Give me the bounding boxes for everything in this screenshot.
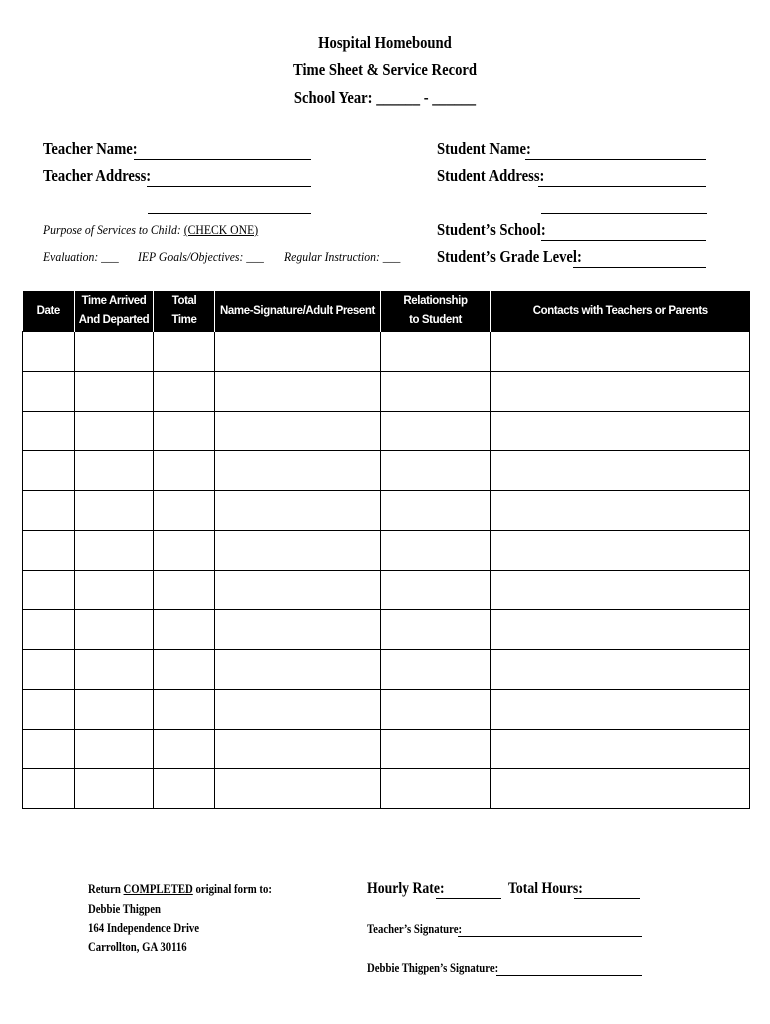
table-cell[interactable] bbox=[381, 610, 491, 650]
table-cell[interactable] bbox=[75, 689, 154, 729]
table-row bbox=[23, 570, 750, 610]
student-address-label: Student Address: bbox=[437, 166, 545, 185]
table-cell[interactable] bbox=[215, 729, 381, 769]
table-cell[interactable] bbox=[215, 491, 381, 531]
table-cell[interactable] bbox=[215, 769, 381, 809]
table-cell[interactable] bbox=[215, 570, 381, 610]
students-school-line[interactable] bbox=[541, 240, 706, 241]
table-cell[interactable] bbox=[381, 491, 491, 531]
table-cell[interactable] bbox=[23, 570, 75, 610]
table-row bbox=[23, 371, 750, 411]
table-cell[interactable] bbox=[381, 650, 491, 690]
student-name-line[interactable] bbox=[525, 159, 706, 160]
table-cell[interactable] bbox=[75, 411, 154, 451]
table-cell[interactable] bbox=[215, 650, 381, 690]
table-cell[interactable] bbox=[75, 729, 154, 769]
total-hours-label: Total Hours: bbox=[508, 880, 583, 897]
table-cell[interactable] bbox=[23, 332, 75, 372]
teacher-address-line-2[interactable] bbox=[148, 213, 311, 214]
table-header-row bbox=[23, 291, 750, 332]
header-total-time: Total Time bbox=[154, 291, 215, 332]
teacher-address-label: Teacher Address: bbox=[43, 166, 152, 185]
table-cell[interactable] bbox=[154, 491, 215, 531]
table-row bbox=[23, 729, 750, 769]
table-cell[interactable] bbox=[154, 650, 215, 690]
teacher-signature-label: Teacher’s Signature: bbox=[367, 922, 463, 936]
table-cell[interactable] bbox=[491, 729, 750, 769]
table-cell[interactable] bbox=[154, 332, 215, 372]
students-grade-label: Student’s Grade Level: bbox=[437, 247, 582, 266]
address-street: 164 Independence Drive bbox=[88, 921, 200, 935]
table-cell[interactable] bbox=[75, 451, 154, 491]
completed-label: COMPLETED bbox=[123, 882, 193, 896]
student-address-line-2[interactable] bbox=[541, 213, 707, 214]
table-cell[interactable] bbox=[154, 570, 215, 610]
table-cell[interactable] bbox=[491, 570, 750, 610]
address-city: Carrollton, GA 30116 bbox=[88, 940, 187, 954]
table-cell[interactable] bbox=[75, 610, 154, 650]
table-row bbox=[23, 769, 750, 809]
table-cell[interactable] bbox=[23, 689, 75, 729]
students-grade-line[interactable] bbox=[573, 267, 706, 268]
table-row bbox=[23, 451, 750, 491]
table-row bbox=[23, 411, 750, 451]
table-cell[interactable] bbox=[23, 491, 75, 531]
teacher-signature-line[interactable] bbox=[458, 936, 642, 937]
table-cell[interactable] bbox=[215, 610, 381, 650]
table-cell[interactable] bbox=[381, 570, 491, 610]
form-title: Hospital Homebound bbox=[318, 33, 452, 52]
table-cell[interactable] bbox=[215, 371, 381, 411]
debbie-signature-line[interactable] bbox=[496, 975, 642, 976]
table-cell[interactable] bbox=[154, 411, 215, 451]
student-name-label: Student Name: bbox=[437, 139, 531, 158]
table-row bbox=[23, 530, 750, 570]
table-cell[interactable] bbox=[23, 451, 75, 491]
table-cell[interactable] bbox=[75, 769, 154, 809]
table-cell[interactable] bbox=[75, 530, 154, 570]
table-cell[interactable] bbox=[23, 729, 75, 769]
student-address-line[interactable] bbox=[538, 186, 706, 187]
table-cell[interactable] bbox=[75, 332, 154, 372]
header-date: Date bbox=[23, 291, 75, 332]
table-cell[interactable] bbox=[23, 650, 75, 690]
table-cell[interactable] bbox=[154, 530, 215, 570]
total-hours-line[interactable] bbox=[574, 898, 640, 899]
return-instruction: Return COMPLETED original form to: bbox=[88, 882, 272, 896]
table-cell[interactable] bbox=[215, 411, 381, 451]
table-cell[interactable] bbox=[215, 530, 381, 570]
teacher-name-label: Teacher Name: bbox=[43, 139, 138, 158]
table-cell[interactable] bbox=[491, 530, 750, 570]
table-cell[interactable] bbox=[491, 451, 750, 491]
table-cell[interactable] bbox=[23, 411, 75, 451]
check-one-label: (CHECK ONE) bbox=[183, 222, 259, 237]
header-contacts: Contacts with Teachers or Parents bbox=[491, 291, 750, 332]
table-cell[interactable] bbox=[23, 530, 75, 570]
header-time-arrived: Time Arrived And Departed bbox=[75, 291, 154, 332]
table-cell[interactable] bbox=[154, 769, 215, 809]
table-cell[interactable] bbox=[491, 769, 750, 809]
table-cell[interactable] bbox=[154, 729, 215, 769]
table-cell[interactable] bbox=[381, 371, 491, 411]
table-cell[interactable] bbox=[381, 411, 491, 451]
table-cell[interactable] bbox=[23, 371, 75, 411]
students-school-label: Student’s School: bbox=[437, 220, 546, 239]
header-name-signature: Name-Signature/Adult Present bbox=[215, 291, 381, 332]
table-row bbox=[23, 650, 750, 690]
header-relationship: Relationship to Student bbox=[381, 291, 491, 332]
table-cell[interactable] bbox=[154, 451, 215, 491]
table-cell[interactable] bbox=[381, 689, 491, 729]
iep-option[interactable]: IEP Goals/Objectives: ___ bbox=[138, 249, 264, 264]
table-row bbox=[23, 491, 750, 531]
form-subtitle: Time Sheet & Service Record bbox=[292, 60, 478, 79]
table-cell[interactable] bbox=[215, 689, 381, 729]
teacher-name-line[interactable] bbox=[134, 159, 311, 160]
address-name: Debbie Thigpen bbox=[88, 902, 161, 916]
table-cell[interactable] bbox=[75, 650, 154, 690]
table-cell[interactable] bbox=[491, 411, 750, 451]
school-year-field[interactable]: School Year: ______ - ______ bbox=[293, 88, 477, 107]
service-record-table bbox=[22, 291, 750, 809]
table-cell[interactable] bbox=[491, 650, 750, 690]
table-cell[interactable] bbox=[381, 332, 491, 372]
table-cell[interactable] bbox=[75, 371, 154, 411]
table-cell[interactable] bbox=[23, 769, 75, 809]
table-cell[interactable] bbox=[491, 610, 750, 650]
table-cell[interactable] bbox=[381, 451, 491, 491]
table-cell[interactable] bbox=[23, 610, 75, 650]
table-cell[interactable] bbox=[491, 689, 750, 729]
table-cell[interactable] bbox=[381, 729, 491, 769]
table-cell[interactable] bbox=[491, 491, 750, 531]
table-cell[interactable] bbox=[491, 371, 750, 411]
table-row bbox=[23, 689, 750, 729]
table-cell[interactable] bbox=[75, 570, 154, 610]
teacher-address-line[interactable] bbox=[147, 186, 311, 187]
hourly-rate-label: Hourly Rate: bbox=[367, 880, 445, 897]
table-cell[interactable] bbox=[154, 371, 215, 411]
purpose-label: Purpose of Services to Child: bbox=[43, 222, 181, 237]
table-row bbox=[23, 332, 750, 372]
table-cell[interactable] bbox=[215, 332, 381, 372]
table-cell[interactable] bbox=[215, 451, 381, 491]
table-cell[interactable] bbox=[75, 491, 154, 531]
table-cell[interactable] bbox=[154, 610, 215, 650]
regular-instruction-option[interactable]: Regular Instruction: ___ bbox=[284, 249, 401, 264]
table-cell[interactable] bbox=[381, 530, 491, 570]
debbie-signature-label: Debbie Thigpen’s Signature: bbox=[367, 961, 499, 975]
evaluation-option[interactable]: Evaluation: ___ bbox=[43, 249, 119, 264]
table-cell[interactable] bbox=[381, 769, 491, 809]
purpose-line bbox=[43, 222, 258, 238]
table-cell[interactable] bbox=[491, 332, 750, 372]
table-cell[interactable] bbox=[154, 689, 215, 729]
table-row bbox=[23, 610, 750, 650]
hourly-rate-line[interactable] bbox=[436, 898, 501, 899]
